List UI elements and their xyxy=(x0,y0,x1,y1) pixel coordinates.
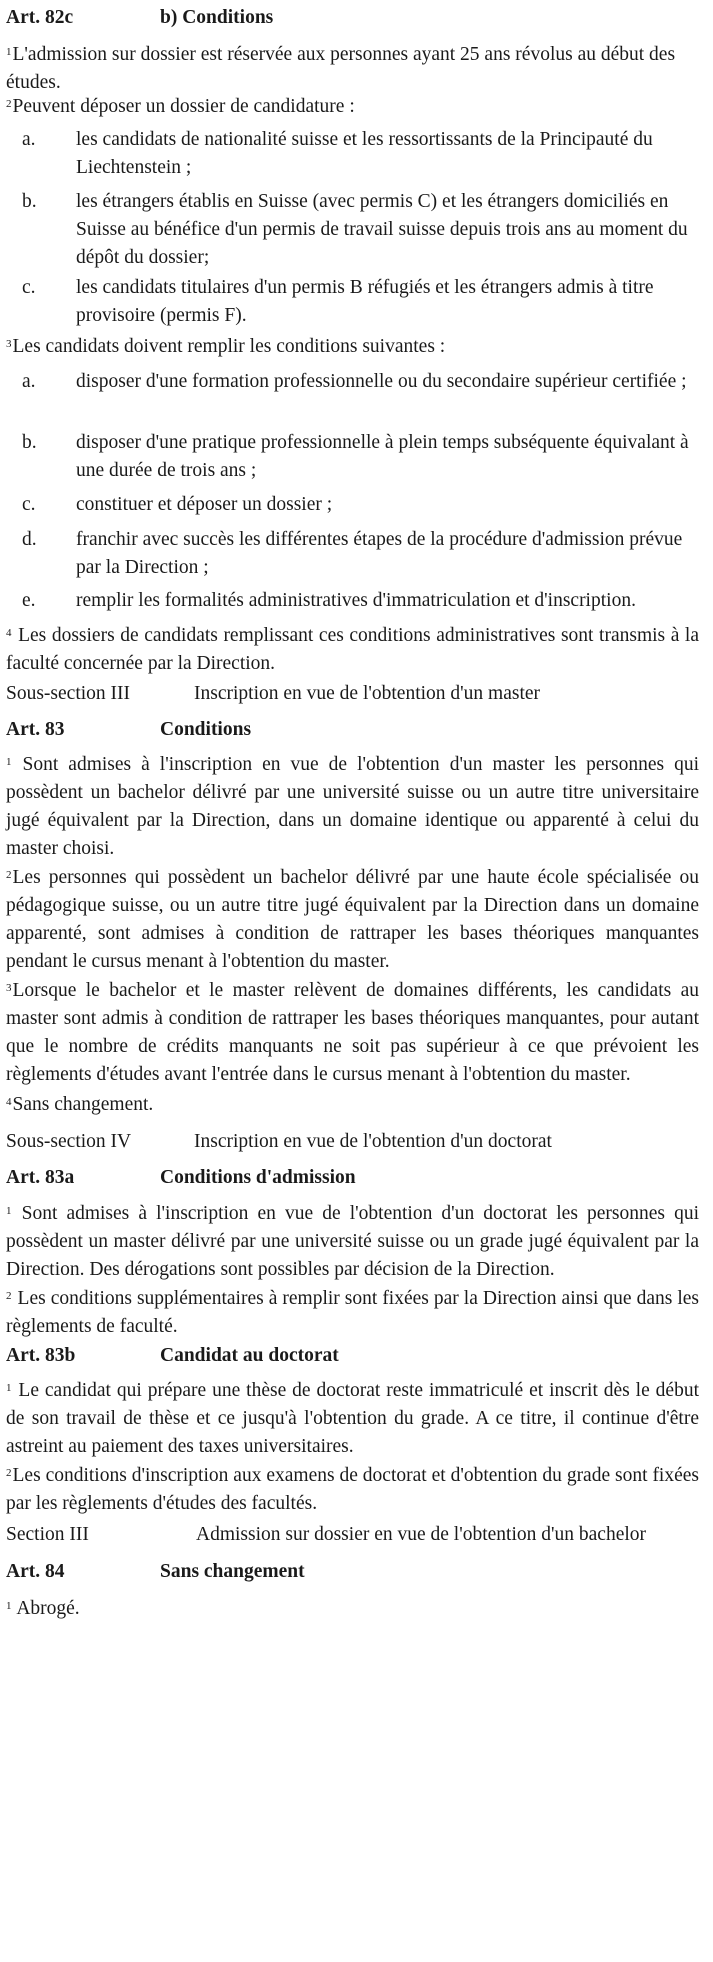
paragraph-number: 2 xyxy=(6,1290,12,1302)
paragraph-number: 1 xyxy=(6,1600,12,1612)
paragraph-number: 4 xyxy=(6,627,12,639)
paragraph: $^3$Lorsque le bachelor et le master relèvent de domaines différents, les candidats au master sont admis à condition de rattraper les bases théoriques manquantes, pour autant que le nombre de crédits manquants ne soit pas supérieur à ce que prévoient les règlements d'études avant l'entrée dans le cursus menant à l'obtention du master. xyxy=(6,980,699,1085)
paragraph-number: 3 xyxy=(6,338,12,350)
article-number: Art. 82c xyxy=(6,7,74,28)
paragraph-number: 3 xyxy=(6,982,12,994)
paragraph-number: 1 xyxy=(6,1382,12,1394)
subsection-heading-3: Sous-section III Inscription en vue de l'obtention d'un master xyxy=(6,683,541,704)
paragraph-number: 1 xyxy=(6,1205,12,1217)
article-heading-82c xyxy=(6,4,699,32)
document-page: Art. 82c b) Conditions $^1$L'admission sur dossier est réservée aux personnes ayant 25 ans révolus au début des études. $^2$Peuvent déposer un dossier de candidature : a. les candidats de nationalité suisse et les ressortissants de la Principauté du Liechtenstein ; b. les étrangers établis en Suisse (avec permis C) et les étrangers domiciliés en Suisse au bénéfice d'un permis de travail suisse depuis trois ans au moment du dépôt du dossier; c. les candidats titulaires d'un permis B réfugiés et les étrangers admis à titre provisoire (permis F). $^3$Les candidats doivent remplir les conditions suivantes : a. disposer d'une formation professionnelle ou du secondaire supérieur certifiée ; b. disposer d'une pratique professionnelle à plein temps subséquente équivalant à une durée de trois ans ; c. constituer et déposer un dossier ; d. franchir avec succès les différentes étapes de la procédure d'admission prévue par la Direction ; e. remplir les formalités administratives d'immatriculation et d'inscription. $^4$ Les dossiers de candidats remplissant ces conditions administratives sont transmis à la faculté concernée par la Direction. Sous-section III Inscription en vue de l'obtention d'un master Art. 83 Conditions $^1$ Sont admises à l'inscription en vue de l'obtention d'un master les personnes qui possèdent un bachelor délivré par une université suisse ou un autre titre universitaire jugé équivalent par la Direction, dans un domaine identique ou apparenté à celui du master choisi. $^2$Les personnes qui possèdent un bachelor délivré par une haute école spécialisée ou pédagogique suisse, ou un autre titre jugé équivalent par la Direction dans un domaine apparenté, sont admises à condition de rattraper les bases théoriques manquantes pendant le cursus menant à l'obtention du master. $^3$Lorsque le bachelor et le master relèvent de domaines différents, les candidats au master sont admis à condition de rattraper les bases théoriques manquantes, pour autant que le nombre de crédits manquants ne soit pas supérieur à ce que prévoient les règlements d'études avant l'entrée dans le cursus menant à l'obtention du master. $^4$Sans changement. Sous-section IV Inscription en vue de l'obtention d'un doctorat Art. 83a Conditions d'admission $^1$ Sont admises à l'inscription en vue de l'obtention d'un doctorat les personnes qui possèdent un master délivré par une université suisse ou un grade jugé équivalent par la Direction. Des dérogations sont possibles par décision de la Direction. $^2$ Les conditions supplémentaires à remplir sont fixées par la Direction ainsi que dans les règlements de faculté. Art. 83b Candidat au doctorat $^1$ Le candidat qui prépare une thèse de doctorat reste immatriculé et inscrit dès le début de son travail de thèse et ce jusqu'à l'obtention du grade. A ce titre, il continue d'être astreint au paiement des taxes universitaires. $^2$Les conditions d'inscription aux examens de doctorat et d'obtention du grade sont fixées par les règlements d'études des facultés. Section III Admission sur dossier en vue de l'obtention d'un bachelor Art. 84 Sans changement $^1$ Abrogé. xyxy=(0,0,713,1962)
article-heading-83 xyxy=(6,716,699,744)
paragraph: $^2$Les conditions d'inscription aux examens de doctorat et d'obtention du grade sont fixées par les règlements d'études des facultés. xyxy=(6,1465,699,1514)
article-number: Art. 84 xyxy=(6,1561,65,1582)
paragraph: $^4$Sans changement. xyxy=(6,1094,154,1115)
article-title: Sans changement xyxy=(160,1561,305,1582)
section-heading-3: Section III Admission sur dossier en vue de l'obtention d'un bachelor xyxy=(6,1524,647,1545)
article-number: Art. 83a xyxy=(6,1167,75,1188)
paragraph: $^4$ Les dossiers de candidats remplissant ces conditions administratives sont transmis à la faculté concernée par la Direction. xyxy=(6,625,700,674)
paragraph: $^1$ Sont admises à l'inscription en vue de l'obtention d'un doctorat les personnes qui possèdent un master délivré par une université suisse ou un grade jugé équivalent par la Direction. Des dérogations sont possibles par décision de la Direction. xyxy=(6,1203,699,1280)
paragraph-number: 2 xyxy=(6,1467,12,1479)
paragraph: $^1$ Le candidat qui prépare une thèse de doctorat reste immatriculé et inscrit dès le début de son travail de thèse et ce jusqu'à l'obtention du grade. A ce titre, il continue d'être astreint au paiement des taxes universitaires. xyxy=(6,1380,699,1457)
article-title: Conditions xyxy=(160,719,252,740)
paragraph: $^2$Les personnes qui possèdent un bachelor délivré par une haute école spécialisée ou pédagogique suisse, ou un autre titre jugé équivalent par la Direction dans un domaine apparenté, sont admises à condition de rattraper les bases théoriques manquantes pendant le cursus menant à l'obtention du master. xyxy=(6,867,699,972)
paragraph-number: 1 xyxy=(6,46,12,58)
paragraph-number: 4 xyxy=(6,1096,12,1108)
paragraph-number: 2 xyxy=(6,98,12,110)
article-heading-83b xyxy=(6,1342,699,1370)
paragraph-number: 1 xyxy=(6,756,12,768)
paragraph: $^1$ Sont admises à l'inscription en vue de l'obtention d'un master les personnes qui possèdent un bachelor délivré par une université suisse ou un autre titre universitaire jugé équivalent par la Direction, dans un domaine identique ou apparenté à celui du master choisi. xyxy=(6,754,700,859)
article-title: Conditions d'admission xyxy=(160,1167,356,1188)
article-title: b) Conditions xyxy=(160,7,274,28)
paragraph: $^1$L'admission sur dossier est réservée aux personnes ayant 25 ans révolus au début des études. xyxy=(6,44,676,93)
article-number: Art. 83 xyxy=(6,719,65,740)
paragraph: $^1$ Abrogé. xyxy=(6,1598,80,1619)
subsection-heading-4: Sous-section IV Inscription en vue de l'obtention d'un doctorat xyxy=(6,1131,552,1152)
article-heading-83a xyxy=(6,1164,699,1192)
paragraph: $^3$Les candidats doivent remplir les conditions suivantes : xyxy=(6,336,446,357)
article-title: Candidat au doctorat xyxy=(160,1345,339,1366)
article-number: Art. 83b xyxy=(6,1345,76,1366)
paragraph: $^2$ Les conditions supplémentaires à remplir sont fixées par la Direction ainsi que dans les règlements de faculté. xyxy=(6,1288,700,1337)
article-heading-84 xyxy=(6,1558,699,1586)
paragraph-number: 2 xyxy=(6,869,12,881)
paragraph: $^2$Peuvent déposer un dossier de candidature : xyxy=(6,96,355,117)
